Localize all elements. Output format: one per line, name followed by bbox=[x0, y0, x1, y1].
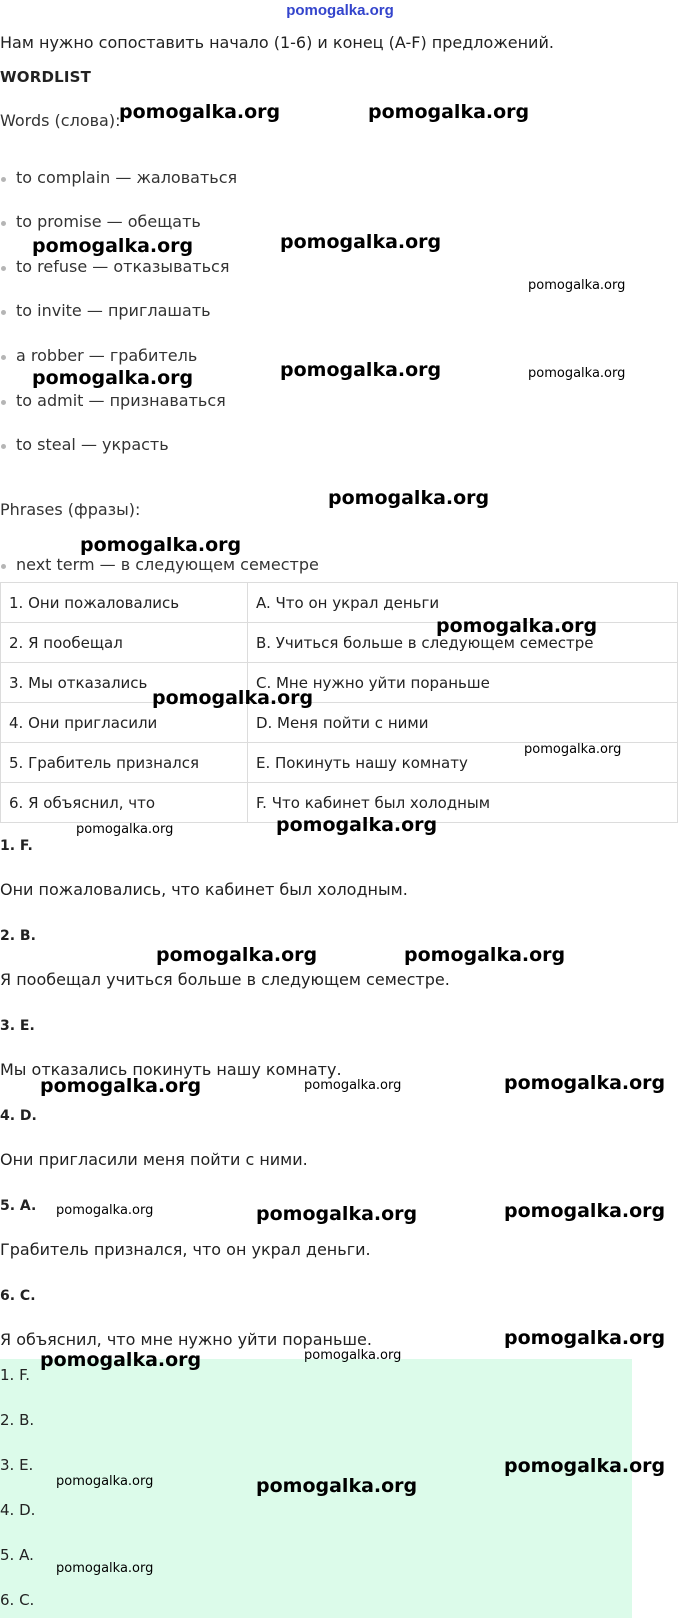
list-item: to invite — приглашать bbox=[16, 301, 211, 320]
answer-text: Грабитель признался, что он украл деньги. bbox=[0, 1240, 371, 1259]
answer-label: 2. B. bbox=[0, 928, 36, 944]
watermark: pomogalka.org bbox=[504, 1072, 666, 1094]
answer-label: 5. A. bbox=[0, 1198, 37, 1214]
watermark: pomogalka.org bbox=[304, 1078, 402, 1093]
watermark: pomogalka.org bbox=[436, 615, 598, 637]
summary-item: 1. F. bbox=[0, 1366, 31, 1384]
answer-label: 4. D. bbox=[0, 1108, 37, 1124]
table-cell: 2. Я пообещал bbox=[1, 623, 248, 663]
watermark: pomogalka.org bbox=[528, 278, 626, 293]
watermark: pomogalka.org bbox=[504, 1327, 666, 1349]
watermark: pomogalka.org bbox=[504, 1455, 666, 1477]
summary-item: 3. E. bbox=[0, 1456, 34, 1474]
watermark: pomogalka.org bbox=[32, 235, 194, 257]
watermark: pomogalka.org bbox=[256, 1203, 418, 1225]
watermark: pomogalka.org bbox=[524, 742, 622, 757]
summary-item: 5. A. bbox=[0, 1546, 34, 1564]
watermark: pomogalka.org bbox=[276, 814, 438, 836]
watermark: pomogalka.org bbox=[404, 944, 566, 966]
watermark: pomogalka.org bbox=[56, 1561, 154, 1576]
table-cell: A. Что он украл деньги bbox=[247, 583, 677, 623]
answer-label: 6. C. bbox=[0, 1288, 36, 1304]
watermark: pomogalka.org bbox=[328, 487, 490, 509]
site-logo[interactable]: pomogalka.org bbox=[286, 2, 394, 19]
watermark: pomogalka.org bbox=[528, 366, 626, 381]
table-cell: 4. Они пригласили bbox=[1, 703, 248, 743]
answer-text: Они пригласили меня пойти с ними. bbox=[0, 1150, 308, 1169]
phrases-heading: Phrases (фразы): bbox=[0, 500, 141, 519]
table-row bbox=[1, 663, 678, 703]
watermark: pomogalka.org bbox=[256, 1475, 418, 1497]
watermark: pomogalka.org bbox=[80, 534, 242, 556]
watermark: pomogalka.org bbox=[280, 231, 442, 253]
table-cell: B. Учиться больше в следующем семестре bbox=[247, 623, 677, 663]
watermark: pomogalka.org bbox=[119, 101, 281, 123]
answer-label: 3. E. bbox=[0, 1018, 35, 1034]
watermark: pomogalka.org bbox=[56, 1203, 154, 1218]
watermark: pomogalka.org bbox=[40, 1075, 202, 1097]
answer-text: Я объяснил, что мне нужно уйти пораньше. bbox=[0, 1330, 372, 1349]
answer-text: Мы отказались покинуть нашу комнату. bbox=[0, 1060, 342, 1079]
list-item: to admit — признаваться bbox=[16, 391, 226, 410]
watermark: pomogalka.org bbox=[76, 822, 174, 837]
table-row bbox=[1, 703, 678, 743]
watermark: pomogalka.org bbox=[304, 1348, 402, 1363]
summary-item: 4. D. bbox=[0, 1501, 36, 1519]
watermark: pomogalka.org bbox=[32, 367, 194, 389]
table-cell: F. Что кабинет был холодным bbox=[247, 783, 677, 823]
summary-item: 6. C. bbox=[0, 1591, 35, 1609]
table-cell: 5. Грабитель признался bbox=[1, 743, 248, 783]
summary-item: 2. B. bbox=[0, 1411, 35, 1429]
list-item: to promise — обещать bbox=[16, 212, 201, 231]
list-item: to steal — украсть bbox=[16, 435, 169, 454]
watermark: pomogalka.org bbox=[368, 101, 530, 123]
watermark: pomogalka.org bbox=[280, 359, 442, 381]
watermark: pomogalka.org bbox=[156, 944, 318, 966]
answer-label: 1. F. bbox=[0, 838, 33, 854]
answer-text: Они пожаловались, что кабинет был холодным. bbox=[0, 880, 408, 899]
list-item: next term — в следующем семестре bbox=[16, 555, 319, 574]
intro-text: Нам нужно сопоставить начало (1-6) и конец (A-F) предложений. bbox=[0, 33, 554, 52]
watermark: pomogalka.org bbox=[56, 1474, 154, 1489]
table-cell: 1. Они пожаловались bbox=[1, 583, 248, 623]
list-item: to complain — жаловаться bbox=[16, 168, 238, 187]
table-cell: D. Меня пойти с ними bbox=[247, 703, 677, 743]
answer-text: Я пообещал учиться больше в следующем семестре. bbox=[0, 970, 450, 989]
words-heading: Words (слова): bbox=[0, 111, 121, 130]
wordlist-heading: WORDLIST bbox=[0, 68, 92, 86]
list-item: a robber — грабитель bbox=[16, 346, 198, 365]
watermark: pomogalka.org bbox=[40, 1349, 202, 1371]
watermark: pomogalka.org bbox=[504, 1200, 666, 1222]
table-cell: 3. Мы отказались bbox=[1, 663, 248, 703]
table-cell: 6. Я объяснил, что bbox=[1, 783, 248, 823]
table-cell: C. Мне нужно уйти пораньше bbox=[247, 663, 677, 703]
watermark: pomogalka.org bbox=[152, 687, 314, 709]
table-cell: E. Покинуть нашу комнату bbox=[247, 743, 677, 783]
list-item: to refuse — отказываться bbox=[16, 257, 230, 276]
